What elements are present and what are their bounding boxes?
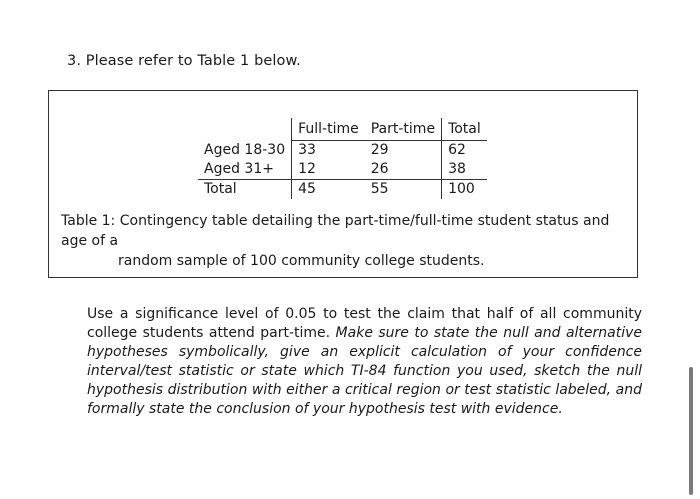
table-row [198, 160, 487, 180]
table-header-row [198, 118, 487, 141]
row-label: Total [198, 180, 292, 200]
table-cell: 100 [442, 180, 487, 200]
table-cell: 62 [442, 141, 487, 161]
contingency-table [198, 118, 487, 199]
scrollbar-thumb[interactable] [689, 367, 693, 495]
table-cell: 55 [365, 180, 442, 200]
row-label: Aged 18-30 [204, 141, 286, 158]
table-cell: 33 [292, 141, 365, 161]
instructions-plain: Use a significance level of 0.05 to test the claim that half of all community college students attend part-time. [87, 306, 642, 341]
header-cell-empty [198, 118, 292, 141]
header-cell-total: Total [442, 118, 487, 141]
header-cell-part-time: Part-time [365, 118, 442, 141]
table-row [198, 141, 487, 161]
table-cell: 29 [370, 142, 389, 158]
caption-text-line2: random sample of 100 community college students. [118, 253, 485, 269]
table-row [198, 180, 487, 200]
table-cell: 45 [292, 180, 365, 200]
header-cell-full-time: Full-time [292, 118, 365, 141]
question-title: 3. Please refer to Table 1 below. [67, 53, 301, 69]
table-cell: 12 [292, 160, 365, 180]
instructions-emphasis: Make sure to state the null and alternative hypotheses symbolically, give an explicit calculation of your confidence interval/test statistic or state which TI-84 function you used, sketch the null hypothesis distribution with either a critical region or test statistic labeled, and formally state the conclusion of your hypothesis test with evidence. [87, 325, 643, 417]
row-label: Aged 31+ [204, 161, 274, 177]
table-cell: 26 [370, 161, 389, 177]
table-caption [61, 211, 631, 271]
instructions-paragraph [87, 305, 642, 419]
caption-label: Table 1: [61, 213, 116, 229]
table-cell: 38 [442, 160, 487, 180]
caption-text-line1: Contingency table detailing the part-time/full-time student status and age of a [61, 213, 610, 249]
